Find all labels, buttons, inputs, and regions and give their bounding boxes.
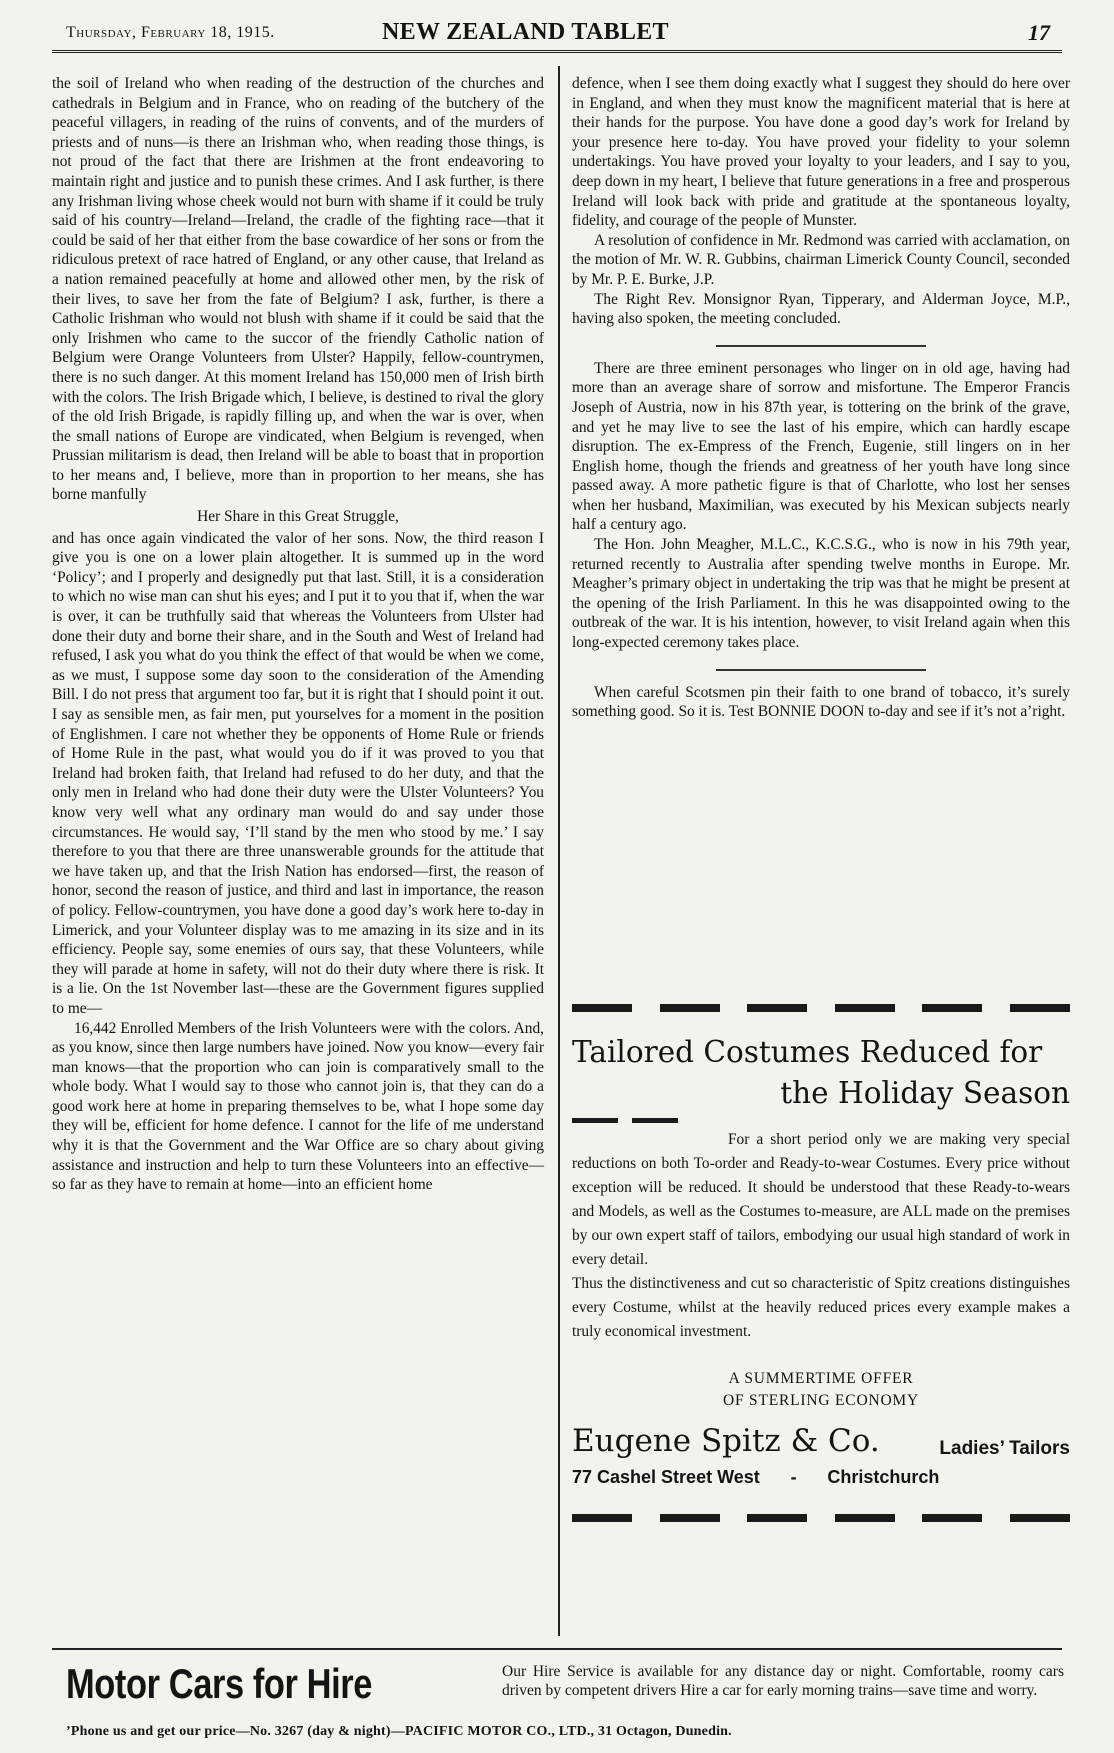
footer-rule: [52, 1648, 1062, 1650]
motor-hire-advertisement: [52, 1660, 1062, 1750]
masthead-title: NEW ZEALAND TABLET: [382, 19, 669, 45]
left-column: [52, 74, 544, 1195]
right-column: [572, 74, 1070, 722]
header-rule: [52, 50, 1062, 53]
tobacco-advert-text: When careful Scotsmen pin their faith to one brand of tobacco, it’s surely something good. So it is. Test BONNIE DOON to-day and see if it’s not a’right.: [572, 683, 1070, 721]
tailoring-advertisement: [572, 1004, 1070, 1524]
firm-address: [572, 1464, 939, 1490]
article-paragraph: defence, when I see them doing exactly what I suggest they should do here over in England, and when they must know the magnificent material that is here at their hands for the purpose. You have done a good day’s work for Ireland by your presence here to-day. You have proved your fidelity to your solemn undertakings. You have proved your loyalty to your leaders, and I say to you, deep down in my heart, I believe that future generations in a free and prosperous Ireland will look back with pride and gratitude at the spontaneous loyalty, fidelity, and courage of the people of Munster.: [572, 75, 1070, 230]
page-number: 17: [1028, 20, 1050, 45]
offer-line: OF STERLING ECONOMY: [722, 1392, 920, 1409]
motor-hire-contact: ’Phone us and get our price—No. 3267 (day & night)—PACIFIC MOTOR CO., LTD., 31 Octagon, Dunedin.: [66, 1724, 732, 1739]
firm-name: Eugene Spitz & Co.: [572, 1423, 880, 1459]
address-separator: -: [790, 1467, 797, 1487]
decorative-dash-border: [572, 1004, 1070, 1014]
column-divider: [558, 66, 560, 1636]
news-paragraph: The Hon. John Meagher, M.L.C., K.C.S.G., who is now in his 79th year, returned recently to Australia after spending twelve months in Europe. Mr. Meagher’s primary object in undertaking the trip was that he might be present at the opening of the Irish Parliament. In this he was disappointed owing to the outbreak of the war. It is his intention, however, to visit Ireland again when this long-expected ceremony takes place.: [572, 536, 1070, 652]
headline-dashes: [572, 1093, 692, 1134]
advert-paragraph: Thus the distinctiveness and cut so characteristic of Spitz creations distinguishes every Costume, whilst at the heavily reduced prices every example makes a truly economical investment.: [572, 1275, 1070, 1340]
issue-date: Thursday, February 18, 1915.: [66, 24, 275, 41]
advert-headline-line1: Tailored Costumes Reduced for: [572, 1035, 1043, 1069]
city: Christchurch: [827, 1467, 940, 1487]
firm-name-line: [572, 1422, 1070, 1460]
motor-hire-headline: Motor Cars for Hire: [66, 1660, 373, 1707]
section-rule: [716, 669, 926, 671]
advert-body: [572, 1128, 1070, 1344]
article-paragraph: and has once again vindicated the valor of her sons. Now, the third reason I give you is one on a lower plain altogether. It is summed up in the word ‘Policy’; and I properly and designedly put that last. Still, it is a consideration to which no wise man can shut his eyes; and I put it to you that if, when the war is over, it can be truthfully said that whereas the Volunteers from Ulster had done their duty and borne their share, and in the South and West of Ireland had refused, I ask you what do you think the effect of that would be when we come, as we must, I suppose some day soon to the consideration of the Amending Bill. I do not press that argument too far, but it is right that I should point it out. I say as sensible men, as fair men, put yourselves for a moment in the position of Englishmen. I care not whether they be opponents of Home Rule or friends of Home Rule in the past, what would you do if it was proved to you that Ireland had broken faith, that Ireland had refused to do her duty, and that the only men in Ireland who had done their duty were the Ulster Volunteers? You know very well what any ordinary man would do and say under those circumstances. He would say, ‘I’ll stand by the men who stood by me.’ I say therefore to you that there are three unanswerable grounds for the attitude that we have taken up, and that the Irish Nation has endorsed—first, the reason of honor, second the reason of justice, and third and last in importance, the reason of policy. Fellow-countrymen, you have done a good day’s work here to-day in Limerick, and your Volunteer display was to me amazing in its size and in its efficiency. People say, some enemies of ours say, that these Volunteers, while they will parade at home in safety, will not do their duty where there is risk. It is a lie. On the 1st November last—these are the Government figures supplied to me—: [52, 529, 544, 1017]
article-paragraph: the soil of Ireland who when reading of the destruction of the churches and cathedrals in Belgium and in France, who on reading of the butchery of the peaceful villagers, in reading of the ruins of convents, and of the murders of priests and of nuns—is there an Irishman who, when reading those things, is not proud of the fact that there are Irishmen at the front endeavoring to maintain right and justice and to punish these crimes. And I ask further, is there any Irishman living whose cheek would not burn with shame if it could be truly said of his country—Ireland—Ireland, the cradle of the fighting race—that it could be said of her that either from the base cowardice of her sons or from the ridiculous pretext of race hatred of England, or any other cause, that Ireland as a nation remained peacefully at home and allowed other men, by the risk of their lives, to save her from the fate of Belgium? I ask, further, is there a Catholic Irishman who would not blush with shame if it could be said that the only Irishmen who came to the succor of the friendly Catholic nation of Belgium were Orange Volunteers from Ulster? Happily, fellow-countrymen, there is no such danger. At this moment Ireland has 150,000 men of Irish birth with the colors. The Irish Brigade which, I believe, is destined to rival the glory of the old Irish Brigade, is rapidly filling up, and when the war is over, when the small nations of Europe are vindicated, when Belgium is revenged, when Prussian militarism is dead, then Ireland will be able to boast that in proportion to her means and, I believe, more than in proportion to her means, she has borne manfully: [52, 75, 544, 504]
advert-paragraph: For a short period only we are making very special reductions on both To-order and Ready-to-wear Costumes. Every price without exception will be reduced. It should be understood that these Ready-to-wears and Models, as well as the Costumes to-measure, are ALL made on the premises by our own expert staff of tailors, embodying our usual high standard of work in every detail.: [572, 1131, 1070, 1268]
street-address: 77 Cashel Street West: [572, 1467, 760, 1487]
firm-tagline: Ladies’ Tailors: [939, 1438, 1070, 1459]
article-paragraph: 16,442 Enrolled Members of the Irish Volunteers were with the colors. And, as you know, since then large numbers have joined. Now you know—every fair man knows—that the proportion who can join is comparatively small to the whole body. What I would say to those who cannot join is, that they can do a good work here at home in preparing themselves to be, what I hope some day they will be, efficient for home defence. I cannot for the life of me understand why it is that the Government and the War Office are so chary about giving assistance and instruction and help to turn these Volunteers into an effective—so far as they have to remain at home—into an efficient home: [52, 1019, 544, 1194]
offer-line: A SUMMERTIME OFFER: [728, 1370, 914, 1387]
decorative-dash-border: [572, 1514, 1070, 1524]
motor-hire-text: Our Hire Service is available for any distance day or night. Comfortable, roomy cars driven by competent drivers Hire a car for early morning trains—save time and worry.: [502, 1663, 1064, 1699]
article-paragraph: The Right Rev. Monsignor Ryan, Tipperary, and Alderman Joyce, M.P., having also spoken, the meeting concluded.: [572, 290, 1070, 328]
article-subhead: Her Share in this Great Struggle,: [197, 508, 399, 526]
advert-headline: [572, 1032, 1070, 1114]
advert-offer: [572, 1368, 1070, 1412]
article-paragraph: A resolution of confidence in Mr. Redmond was carried with acclamation, on the motion of Mr. W. R. Gubbins, chairman Limerick County Council, seconded by Mr. P. E. Burke, J.P.: [572, 231, 1070, 288]
news-paragraph: There are three eminent personages who linger on in old age, having had more than an average share of sorrow and misfortune. The Emperor Francis Joseph of Austria, now in his 87th year, is tottering on the brink of the grave, and yet he may live to see the last of his empire, which can hardly escape disruption. The ex-Empress of the French, Eugenie, still lingers on in her English home, though the friends and greatness of her youth have long since passed away. A more pathetic figure is that of Charlotte, who lost her senses when her husband, Maximilian, was executed by his Mexican subjects nearly half a century ago.: [572, 359, 1070, 534]
section-rule: [716, 345, 926, 347]
page-header: [52, 18, 1062, 52]
advert-headline-line2: the Holiday Season: [780, 1076, 1070, 1110]
